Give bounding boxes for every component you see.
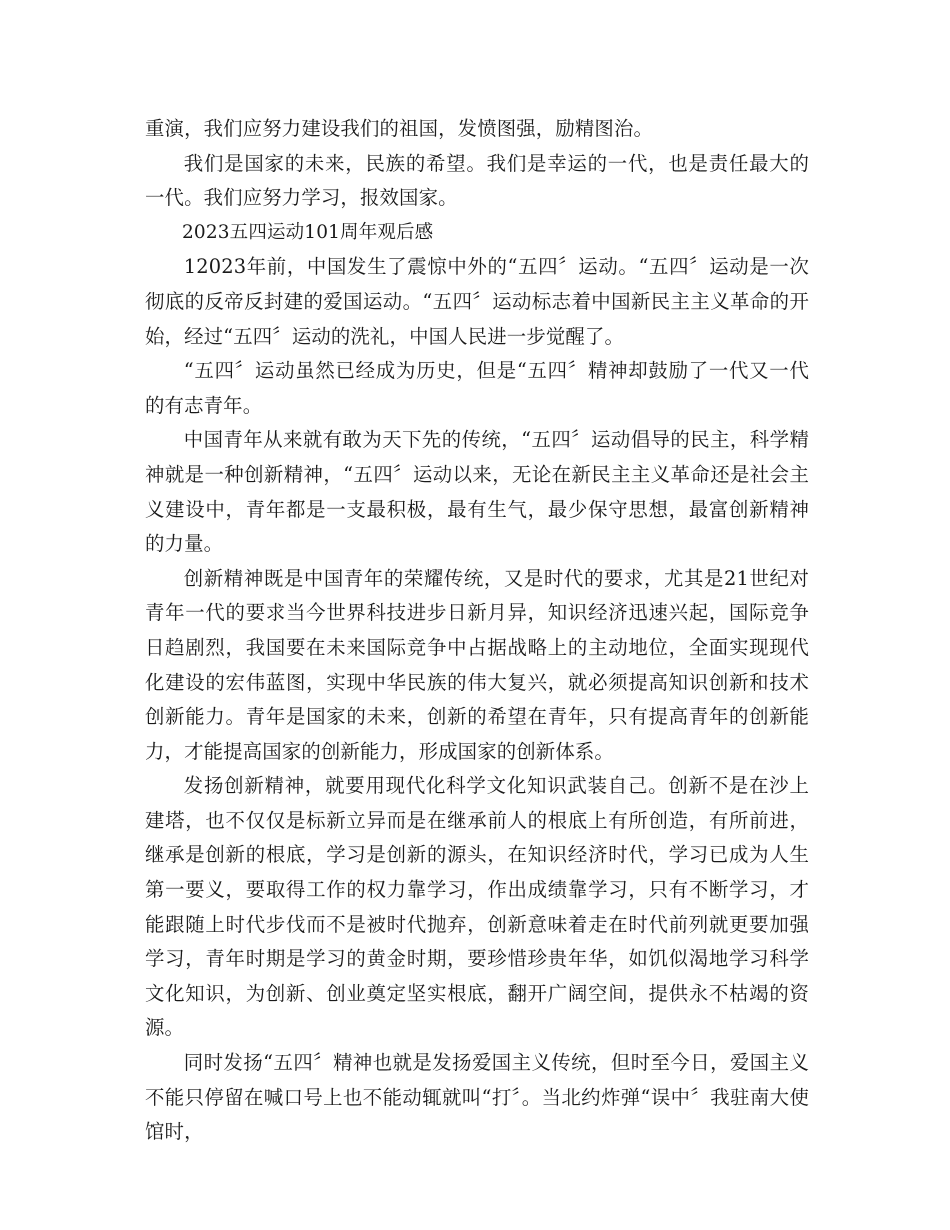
paragraph: 同时发扬“五四〞精神也就是发扬爱国主义传统，但时至今日，爱国主义不能只停留在喊口号上也不能动辄就叫“打〞。当北约炸弹“误中〞我驻南大使馆时， xyxy=(145,1051,809,1144)
paragraph-continuation: 重演，我们应努力建设我们的祖国，发愤图强，励精图治。 xyxy=(145,117,654,140)
document-body xyxy=(145,112,809,1150)
paragraph: 12023年前，中国发生了震惊中外的“五四〞运动。“五四〞运动是一次彻底的反帝反封建的爱国运动。“五四〞运动标志着中国新民主主义革命的开始，经过“五四〞运动的洗礼，中国人民进一步觉醒了。 xyxy=(145,255,809,348)
paragraph: 创新精神既是中国青年的荣耀传统，又是时代的要求，尤其是21世纪对青年一代的要求当今世界科技进步日新月异，知识经济迅速兴起，国际竞争日趋剧烈，我国要在未来国际竞争中占据战略上的主动地位，全面实现现代化建设的宏伟蓝图，实现中华民族的伟大复兴，就必须提高知识创新和技术创新能力。青年是国家的未来，创新的希望在青年，只有提高青年的创新能力，才能提高国家的创新能力，形成国家的创新体系。 xyxy=(145,566,809,763)
paragraph: 发扬创新精神，就要用现代化科学文化知识武装自己。创新不是在沙上建塔，也不仅仅是标新立异而是在继承前人的根底上有所创造，有所前进，继承是创新的根底，学习是创新的源头，在知识经济时代，学习已成为人生第一要义，要取得工作的权力靠学习，作出成绩靠学习，只有不断学习，才能跟随上时代步伐而不是被时代抛弃，创新意味着走在时代前列就更要加强学习，青年时期是学习的黄金时期，要珍惜珍贵年华，如饥似渴地学习科学文化知识，为创新、创业奠定坚实根底，翻开广阔空间，提供永不枯竭的资源。 xyxy=(145,774,809,1040)
paragraph: 我们是国家的未来，民族的希望。我们是幸运的一代，也是责任最大的一代。我们应努力学习，报效国家。 xyxy=(145,151,809,210)
section-heading: 2023五四运动101周年观后感 xyxy=(182,221,434,243)
paragraph: 中国青年从来就有敢为天下先的传统，“五四〞运动倡导的民主，科学精神就是一种创新精神，“五四〞运动以来，无论在新民主主义革命还是社会主义建设中，青年都是一支最积极，最有生气，最少保守思想，最富创新精神的力量。 xyxy=(145,428,809,556)
paragraph: “五四〞运动虽然已经成为历史，但是“五四〞精神却鼓励了一代又一代的有志青年。 xyxy=(145,359,809,417)
